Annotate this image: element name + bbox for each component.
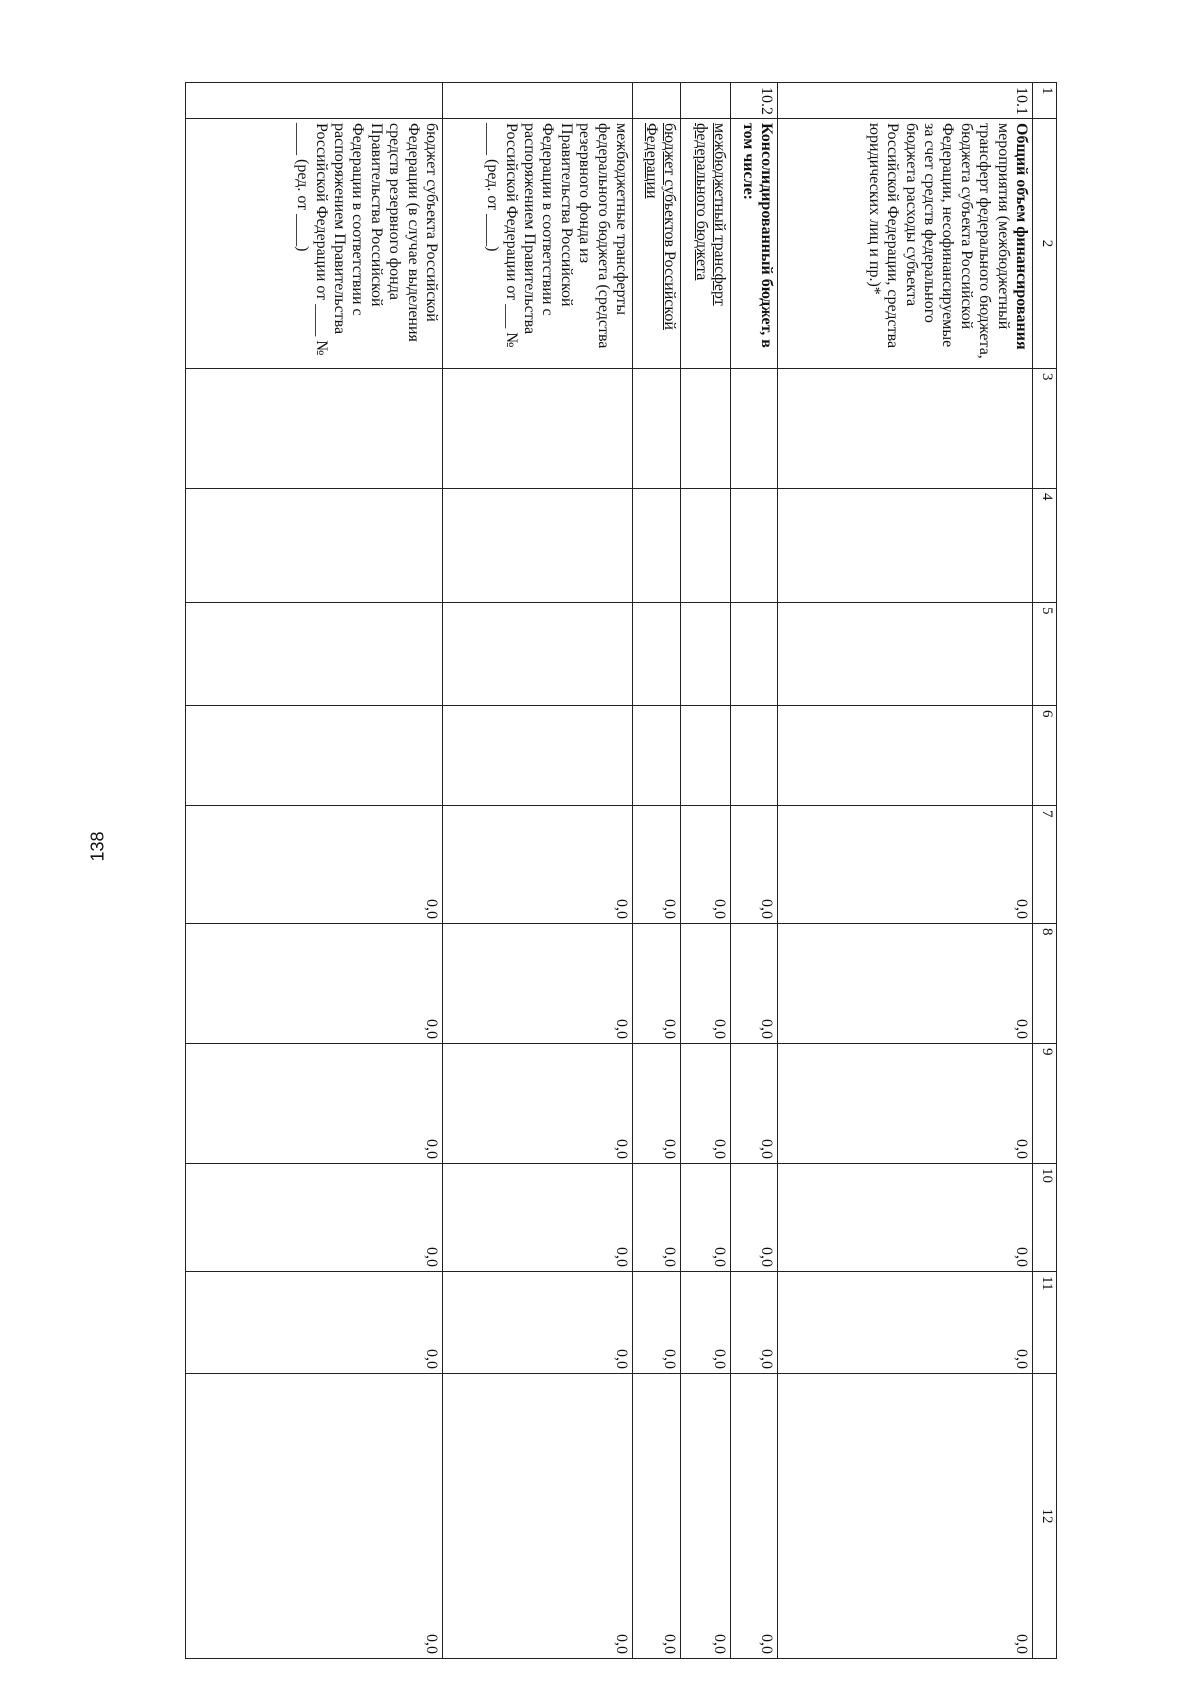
value-cell: 0,0: [633, 1044, 681, 1164]
value-cell: 0,0: [731, 1164, 778, 1272]
row-label: межбюджетные трансферты федерального бюджета (средства резервного фонда из Правительства Российской Федерации в соответствии с распоряжением Правительства Российской Федерации от ___ № ____ (ред. от ____): [443, 119, 633, 369]
table-row: [778, 83, 1033, 1659]
value-cell: 0,0: [778, 1164, 1033, 1272]
page-number-text: 138: [87, 830, 108, 862]
value-cell: 0,0: [186, 924, 443, 1044]
header-row: [1033, 83, 1057, 1659]
table-row: [731, 83, 778, 1659]
value-cell: [778, 603, 1033, 706]
header-cell: 1: [1033, 83, 1057, 119]
value-cell: 0,0: [681, 1374, 731, 1659]
row-number: 10.1: [778, 83, 1033, 119]
row-label: [731, 119, 778, 369]
table-row: [186, 83, 443, 1659]
value-cell: 0,0: [443, 1272, 633, 1374]
header-cell: 3: [1033, 369, 1057, 489]
value-cell: [778, 489, 1033, 603]
value-cell: 0,0: [731, 1044, 778, 1164]
value-cell: [731, 369, 778, 489]
value-cell: [681, 369, 731, 489]
value-cell: [186, 369, 443, 489]
value-cell: [681, 603, 731, 706]
value-cell: 0,0: [186, 1374, 443, 1659]
row-label: межбюджетный трансферт федерального бюджета: [681, 119, 731, 369]
value-cell: 0,0: [681, 1272, 731, 1374]
row-number: [186, 83, 443, 119]
value-cell: [731, 603, 778, 706]
header-cell: 2: [1033, 119, 1057, 369]
value-cell: 0,0: [731, 806, 778, 924]
value-cell: 0,0: [778, 1044, 1033, 1164]
header-cell: 5: [1033, 603, 1057, 706]
value-cell: 0,0: [186, 1164, 443, 1272]
value-cell: 0,0: [778, 806, 1033, 924]
value-cell: [731, 706, 778, 806]
value-cell: 0,0: [731, 1374, 778, 1659]
value-cell: 0,0: [778, 924, 1033, 1044]
value-cell: 0,0: [633, 924, 681, 1044]
row-number: 10.2: [731, 83, 778, 119]
value-cell: [778, 706, 1033, 806]
value-cell: [186, 489, 443, 603]
value-cell: 0,0: [778, 1374, 1033, 1659]
value-cell: 0,0: [633, 1374, 681, 1659]
header-cell: 7: [1033, 806, 1057, 924]
value-cell: 0,0: [778, 1272, 1033, 1374]
value-cell: [186, 603, 443, 706]
row-number: [633, 83, 681, 119]
table-row: [681, 83, 731, 1659]
header-cell: 11: [1033, 1272, 1057, 1374]
value-cell: [633, 706, 681, 806]
header-cell: 9: [1033, 1044, 1057, 1164]
header-cell: 8: [1033, 924, 1057, 1044]
value-cell: 0,0: [681, 924, 731, 1044]
value-cell: [778, 369, 1033, 489]
row-label: бюджет субъекта Российской Федерации (в случае выделения средств резервного фонда Правительства Российской Федерации в соответствии с распоряжением Правительства Российской Федерации от ____ № ____ (ред. от ____): [186, 119, 443, 369]
table-row: [633, 83, 681, 1659]
value-cell: 0,0: [681, 1044, 731, 1164]
row-label-text: мероприятия (межбюджетный трансферт федерального бюджета, бюджета субъекта Российской Федерации, несофинансируемые за счет средств федерального бюджета расходы субъекта Российской Федерации, средства юридических лиц и пр.)*: [865, 123, 1012, 359]
value-cell: 0,0: [681, 1164, 731, 1272]
value-cell: 0,0: [681, 806, 731, 924]
value-cell: 0,0: [443, 1164, 633, 1272]
value-cell: 0,0: [186, 1044, 443, 1164]
value-cell: [186, 706, 443, 806]
value-cell: [681, 706, 731, 806]
row-label: [778, 119, 1033, 369]
value-cell: [633, 603, 681, 706]
header-cell: 4: [1033, 489, 1057, 603]
financing-table: [185, 82, 1057, 1659]
value-cell: 0,0: [633, 1164, 681, 1272]
value-cell: 0,0: [443, 924, 633, 1044]
row-label: бюджет субъектов Российской Федерации: [633, 119, 681, 369]
value-cell: 0,0: [443, 806, 633, 924]
value-cell: [443, 706, 633, 806]
financing-table-container: [185, 82, 1057, 1658]
value-cell: 0,0: [633, 806, 681, 924]
value-cell: [681, 489, 731, 603]
value-cell: [731, 489, 778, 603]
row-number: [443, 83, 633, 119]
value-cell: [633, 369, 681, 489]
value-cell: 0,0: [731, 924, 778, 1044]
page-number: [83, 826, 113, 866]
header-cell: 10: [1033, 1164, 1057, 1272]
value-cell: 0,0: [443, 1044, 633, 1164]
value-cell: 0,0: [443, 1374, 633, 1659]
value-cell: 0,0: [186, 1272, 443, 1374]
table-row: [443, 83, 633, 1659]
value-cell: [443, 489, 633, 603]
value-cell: 0,0: [633, 1272, 681, 1374]
value-cell: 0,0: [186, 806, 443, 924]
value-cell: 0,0: [731, 1272, 778, 1374]
value-cell: [633, 489, 681, 603]
row-label-bold: Общий объем финансирования: [1013, 123, 1030, 350]
value-cell: [443, 603, 633, 706]
row-label-bold: Консолидированный бюджет, в том числе:: [739, 123, 775, 348]
header-cell: 12: [1033, 1374, 1057, 1659]
header-cell: 6: [1033, 706, 1057, 806]
row-number: [681, 83, 731, 119]
value-cell: [443, 369, 633, 489]
